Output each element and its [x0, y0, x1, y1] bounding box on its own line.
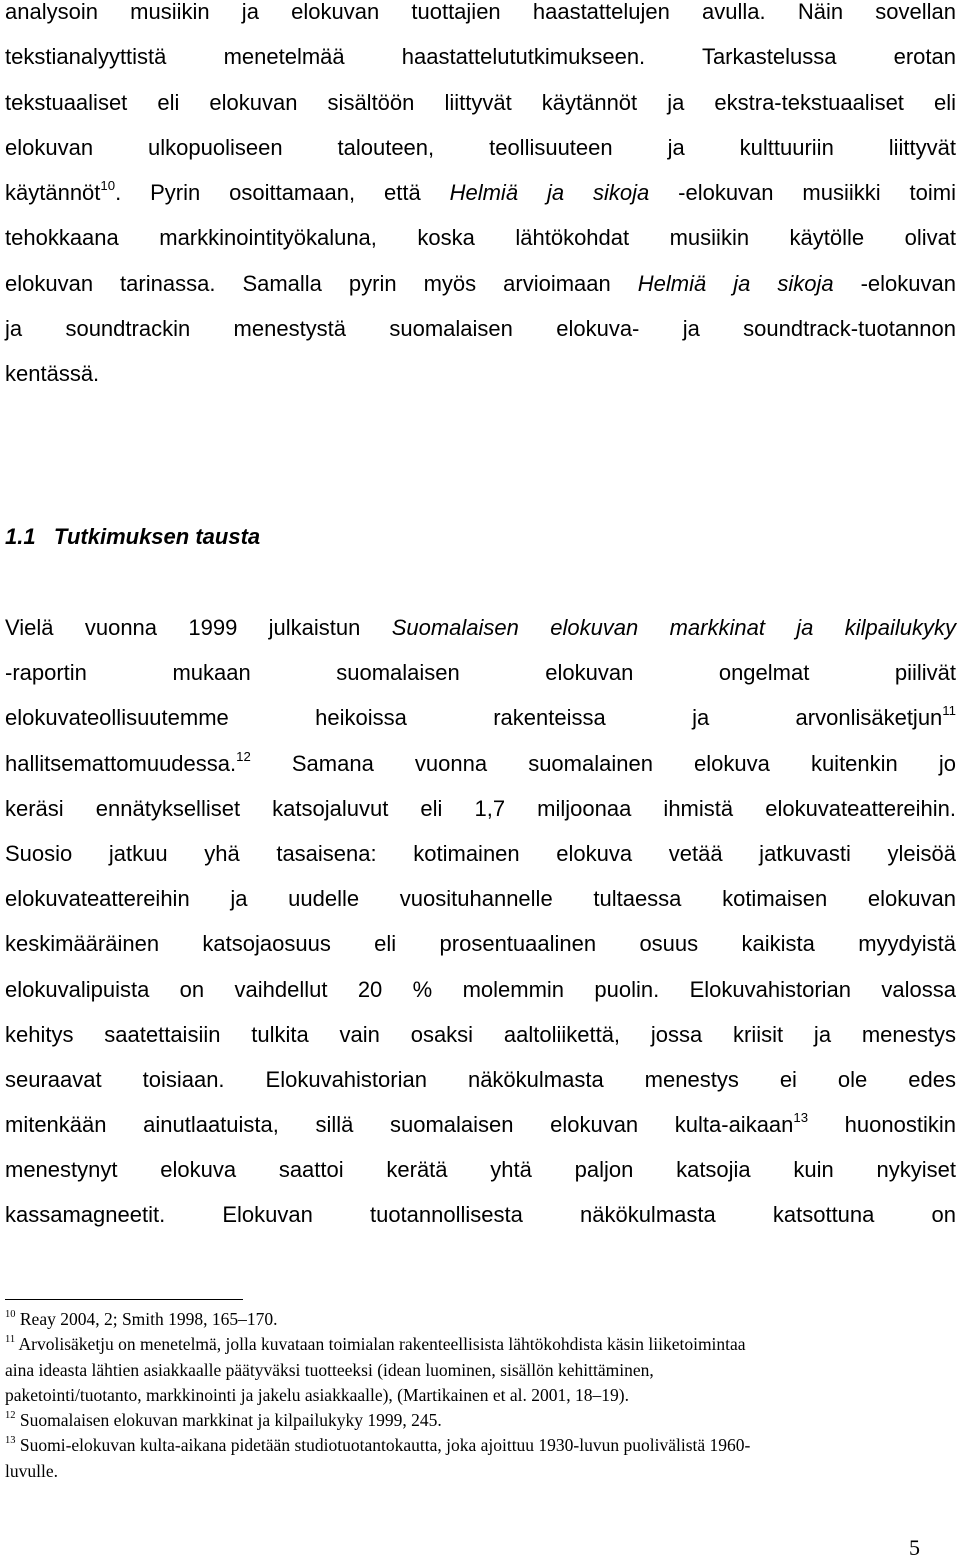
text-span: elokuvan ulkopuoliseen talouteen, teollisuuteen ja kulttuuriin liittyvät	[5, 134, 956, 160]
page-number: 5	[909, 1535, 920, 1560]
footnote-line	[5, 1383, 960, 1408]
footnote-marker: 10	[100, 178, 116, 194]
text-span: kehitys saatettaisiin tulkita vain osaksi aaltoliikettä, jossa kriisit ja menestys	[5, 1021, 956, 1047]
text-span: Suomalaisen elokuvan markkinat ja kilpailukyky 1999, 245.	[15, 1410, 442, 1431]
footnote-line	[5, 1459, 960, 1484]
text-line	[5, 695, 956, 740]
paragraph-2	[5, 605, 956, 1238]
text-line	[5, 261, 956, 306]
text-span: elokuvateollisuutemme heikoissa rakenteissa ja arvonlisäketjun	[5, 705, 943, 731]
text-line	[5, 786, 956, 831]
footnotes	[5, 1307, 960, 1484]
italic-title: Helmiä ja sikoja	[449, 180, 650, 205]
text-span: keräsi ennätykselliset katsojaluvut eli 1,7 miljoonaa ihmistä elokuvateattereihin.	[5, 795, 956, 821]
paragraph-1	[5, 0, 956, 396]
text-span: tehokkaana markkinointityökaluna, koska lähtökohdat musiikin käytölle olivat	[5, 225, 956, 251]
text-span: tekstianalyyttistä menetelmää haastattelututkimukseen. Tarkastelussa erotan	[5, 44, 956, 70]
text-span: Suomi-elokuvan kulta-aikana pidetään studiotuotantokautta, joka ajoittuu 1930-luvun puolivälistä 1960-	[15, 1435, 751, 1456]
footnote-divider	[5, 1299, 243, 1300]
text-line	[5, 605, 956, 650]
footnote-marker: 12	[5, 1410, 16, 1422]
footnote-line	[5, 1358, 960, 1383]
text-span: keskimääräinen katsojaosuus eli prosentuaalinen osuus kaikista myydyistä	[5, 931, 956, 957]
text-span: luvulle.	[5, 1460, 58, 1481]
text-line	[5, 34, 956, 79]
text-line	[5, 650, 956, 695]
text-line	[5, 80, 956, 125]
footnote-marker: 11	[942, 703, 956, 719]
text-span: -raportin mukaan suomalaisen elokuvan ongelmat piilivät	[5, 660, 956, 686]
text-line	[5, 876, 956, 921]
text-span: ja soundtrackin menestystä suomalaisen elokuva- ja soundtrack-tuotannon	[5, 315, 956, 341]
text-line	[5, 1147, 956, 1192]
text-span: seuraavat toisiaan. Elokuvahistorian näkökulmasta menestys ei ole edes	[5, 1066, 956, 1092]
text-line	[5, 741, 956, 786]
text-line	[5, 1102, 956, 1147]
text-line	[5, 1192, 956, 1237]
text-span: Vielä vuonna 1999 julkaistun	[5, 615, 392, 640]
footnote-marker: 13	[793, 1110, 809, 1126]
footnote-line	[5, 1332, 960, 1357]
text-span: huonostikin	[808, 1112, 956, 1138]
italic-title: Helmiä ja sikoja	[637, 270, 834, 296]
text-line	[5, 351, 956, 396]
text-span: elokuvateattereihin ja uudelle vuosituhannelle tultaessa kotimaisen elokuvan	[5, 886, 956, 912]
text-span: paketointi/tuotanto, markkinointi ja jakelu asiakkaalle), (Martikainen et al. 2001, 18–19).	[5, 1384, 629, 1405]
text-span: aina ideasta lähtien asiakkaalle päätyväksi tuotteeksi (idean luominen, sisällön kehittäminen,	[5, 1359, 654, 1380]
text-span: . Pyrin osoittamaan, että	[115, 180, 450, 205]
text-span: -elokuvan musiikki toimi	[649, 180, 957, 205]
text-line	[5, 125, 956, 170]
text-span: mitenkään ainutlaatuista, sillä suomalaisen elokuvan kulta-aikaan	[5, 1112, 794, 1138]
text-span: elokuvan tarinassa. Samalla pyrin myös arvioimaan	[5, 270, 638, 296]
text-span: Samana vuonna suomalainen elokuva kuitenkin jo	[250, 750, 956, 776]
text-span: -elokuvan	[833, 270, 956, 296]
text-line	[5, 170, 956, 215]
footnote-line	[5, 1433, 960, 1458]
text-line	[5, 306, 956, 351]
text-span: Reay 2004, 2; Smith 1998, 165–170.	[15, 1309, 278, 1329]
text-line	[5, 1057, 956, 1102]
text-span: käytännöt	[5, 180, 101, 205]
text-line	[5, 1012, 956, 1057]
text-span: Arvolisäketju on menetelmä, jolla kuvataan toimialan rakenteellisista lähtökohdista käsin liiketoimintaa	[15, 1334, 746, 1355]
footnote-marker: 12	[236, 748, 251, 764]
text-line	[5, 0, 956, 34]
footnote-marker: 13	[5, 1435, 16, 1447]
text-span: tekstuaaliset eli elokuvan sisältöön liittyvät käytännöt ja ekstra-tekstuaaliset eli	[5, 89, 956, 115]
text-line	[5, 921, 956, 966]
text-span: analysoin musiikin ja elokuvan tuottajien haastattelujen avulla. Näin sovellan	[5, 0, 956, 24]
text-span: elokuvalipuista on vaihdellut 20 % molemmin puolin. Elokuvahistorian valossa	[5, 976, 956, 1002]
text-line	[5, 831, 956, 876]
section-heading: 1.1 Tutkimuksen tausta	[5, 524, 261, 549]
text-line	[5, 967, 956, 1012]
footnote-line	[5, 1307, 960, 1332]
text-span: menestynyt elokuva saattoi kerätä yhtä paljon katsojia kuin nykyiset	[5, 1157, 956, 1183]
footnote-line	[5, 1408, 960, 1433]
text-span: kassamagneetit. Elokuvan tuotannollisesta näkökulmasta katsottuna on	[5, 1202, 956, 1228]
text-line	[5, 215, 956, 260]
text-span: kentässä.	[5, 361, 100, 386]
italic-title: Suomalaisen elokuvan markkinat ja kilpailukyky	[391, 615, 956, 640]
text-span: Suosio jatkuu yhä tasaisena: kotimainen elokuva vetää jatkuvasti yleisöä	[5, 840, 956, 866]
footnote-marker: 10	[5, 1309, 16, 1321]
footnote-marker: 11	[5, 1334, 16, 1346]
text-span: hallitsemattomuudessa.	[5, 750, 237, 776]
